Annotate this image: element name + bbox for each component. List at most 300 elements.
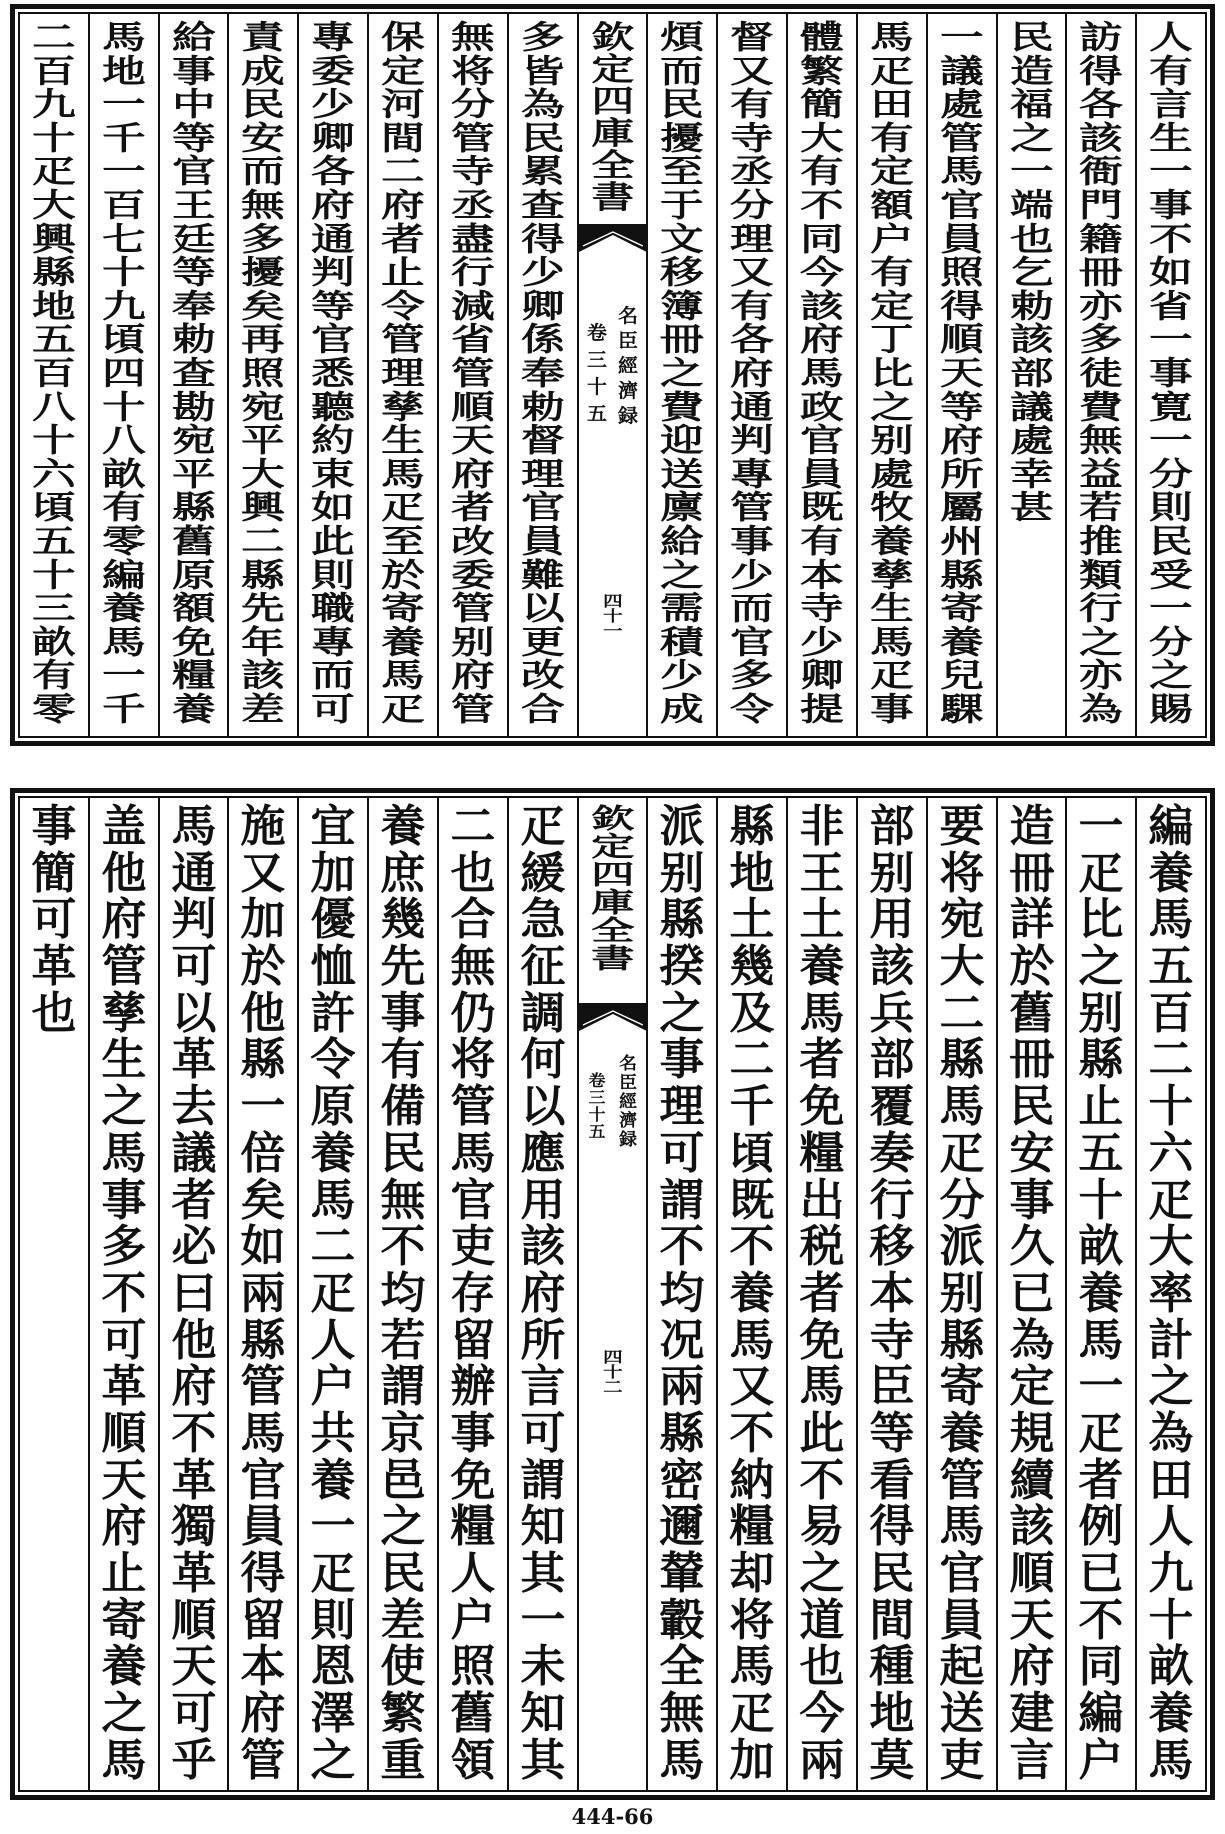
glyph: 事 (870, 689, 914, 728)
glyph: 幾 (729, 941, 775, 993)
glyph: 等 (869, 1407, 915, 1459)
glyph: 免 (450, 1454, 496, 1506)
glyph: 馬 (799, 1361, 845, 1413)
glyph: 畝 (1148, 1641, 1194, 1693)
glyph: 馬 (101, 622, 146, 661)
glyph: 養 (310, 1127, 356, 1179)
glyph: 河 (381, 85, 425, 124)
glyph: 皆 (520, 51, 565, 90)
glyph: 省 (1149, 286, 1193, 325)
glyph: 比 (870, 353, 914, 392)
glyph: 無 (380, 1174, 426, 1226)
glyph: 差 (241, 689, 286, 728)
glyph: 大 (241, 454, 286, 493)
glyph: 事 (171, 51, 216, 90)
glyph: 優 (310, 894, 356, 946)
glyph: 非 (799, 801, 845, 852)
glyph: 天 (1008, 1594, 1054, 1646)
glyph: 簡 (800, 85, 844, 124)
glyph: 若 (1079, 488, 1124, 527)
glyph: 曰 (171, 1267, 216, 1319)
glyph: 籍 (1079, 219, 1124, 258)
glyph: 該 (520, 1221, 566, 1273)
glyph: 本 (869, 1267, 915, 1319)
glyph: 額 (171, 589, 216, 628)
glyph: 員 (800, 454, 844, 493)
glyph: 福 (1009, 85, 1054, 124)
glyph: 頃 (729, 1127, 775, 1179)
glyph: 止 (1078, 1081, 1124, 1133)
glyph: 疋 (381, 488, 425, 527)
glyph: 原 (310, 1081, 356, 1133)
column-text (788, 801, 856, 1786)
glyph: 有 (800, 521, 844, 560)
chapter-number (583, 320, 611, 428)
glyph: 派 (939, 1221, 985, 1273)
glyph: 馬 (799, 987, 845, 1039)
glyph: 該 (869, 941, 915, 993)
glyph: 分 (1149, 454, 1193, 493)
glyph: 户 (450, 1594, 496, 1646)
glyph: 寄 (101, 1594, 147, 1646)
glyph: 生 (381, 421, 425, 460)
glyph: 盖 (101, 801, 147, 852)
glyph: 經 (619, 1092, 638, 1112)
glyph: 大 (939, 941, 985, 993)
glyph: 疋 (381, 689, 425, 728)
text-column (229, 14, 297, 736)
glyph: 建 (1008, 1688, 1054, 1740)
glyph: 兩 (659, 1361, 705, 1413)
glyph: 十 (32, 555, 76, 594)
glyph: 八 (101, 421, 146, 460)
glyph: 於 (240, 941, 286, 993)
glyph: 甚 (1009, 488, 1054, 527)
glyph: 馬 (1148, 894, 1194, 946)
glyph: 馬 (1078, 1314, 1124, 1366)
glyph: 天 (939, 353, 984, 392)
glyph: 得 (240, 1548, 286, 1599)
column-grid (18, 12, 1207, 738)
glyph: 事 (380, 987, 426, 1039)
glyph: 革 (171, 1454, 216, 1506)
glyph: 通 (311, 219, 355, 258)
glyph: 王 (799, 847, 845, 899)
glyph: 宛 (241, 387, 286, 426)
text-column (928, 14, 996, 736)
glyph: 管 (450, 1081, 496, 1133)
text-column (509, 14, 577, 736)
text-column (718, 14, 786, 736)
glyph: 録 (619, 1130, 638, 1150)
glyph: 全 (659, 1641, 705, 1693)
glyph: 奉 (520, 353, 565, 392)
glyph: 馬 (171, 801, 216, 852)
glyph: 之 (1078, 941, 1124, 993)
column-text (369, 801, 437, 1786)
glyph: 縣 (241, 555, 286, 594)
glyph: 事 (730, 521, 774, 560)
glyph: 卷 (586, 322, 607, 344)
glyph: 倍 (240, 1127, 286, 1179)
glyph: 寄 (381, 589, 425, 628)
glyph: 行 (869, 1174, 915, 1226)
glyph: 之 (799, 1548, 845, 1599)
glyph: 少 (660, 656, 705, 695)
glyph: 五 (586, 403, 607, 425)
glyph: 此 (799, 1407, 845, 1459)
glyph: 先 (241, 589, 286, 628)
glyph: 矣 (241, 286, 286, 325)
glyph: 部 (869, 1034, 915, 1086)
glyph: 亦 (1079, 286, 1124, 325)
glyph: 分 (451, 85, 495, 124)
glyph: 民 (241, 85, 286, 124)
glyph: 多 (241, 219, 286, 258)
glyph: 冊 (660, 320, 705, 359)
glyph: 順 (451, 387, 495, 426)
column-text (20, 801, 88, 1039)
text-column (90, 798, 158, 1790)
text-column (20, 14, 88, 736)
glyph: 臣 (618, 330, 639, 352)
glyph: 轂 (659, 1594, 705, 1646)
glyph: 如 (240, 1221, 286, 1273)
column-text (369, 18, 437, 728)
glyph: 不 (799, 1454, 845, 1506)
glyph: 有 (380, 1034, 426, 1086)
glyph: 去 (171, 1081, 216, 1133)
glyph: 得 (869, 1501, 915, 1553)
glyph: 管 (101, 941, 147, 993)
glyph: 五 (32, 521, 76, 560)
glyph: 施 (240, 801, 286, 852)
glyph: 理 (730, 219, 774, 258)
glyph: 訪 (1079, 18, 1124, 56)
glyph: 獨 (171, 1501, 216, 1553)
glyph: 寺 (730, 118, 774, 157)
glyph: 煩 (660, 18, 705, 56)
text-column (439, 14, 507, 736)
glyph: 迎 (660, 421, 705, 460)
glyph: 九 (101, 286, 146, 325)
glyph: 縣 (659, 894, 705, 946)
glyph: 馬 (870, 622, 914, 661)
glyph: 順 (101, 1407, 147, 1459)
glyph: 多 (520, 18, 565, 56)
glyph: 移 (869, 1221, 915, 1273)
glyph: 一 (101, 656, 146, 695)
glyph: 人 (1149, 18, 1193, 56)
glyph: 頃 (32, 488, 76, 527)
text-column (229, 798, 297, 1790)
glyph: 不 (800, 185, 844, 224)
glyph: 幸 (1009, 454, 1054, 493)
glyph: 養 (171, 689, 216, 728)
glyph: 可 (520, 1407, 566, 1459)
glyph: 及 (729, 987, 775, 1039)
series-title (579, 806, 647, 974)
glyph: 存 (450, 1267, 496, 1319)
glyph: 專 (311, 622, 355, 661)
glyph: 多 (1079, 320, 1124, 359)
glyph: 端 (1009, 185, 1054, 224)
glyph: 應 (520, 1127, 566, 1179)
glyph: 莫 (869, 1734, 915, 1786)
glyph: 類 (1079, 555, 1124, 594)
glyph: 可 (101, 1314, 147, 1366)
glyph: 百 (32, 51, 76, 90)
text-column (299, 14, 367, 736)
glyph: 而 (660, 51, 705, 90)
glyph: 冊 (1008, 847, 1054, 899)
glyph: 簡 (31, 847, 77, 899)
glyph: 革 (31, 941, 77, 993)
glyph: 盡 (451, 219, 495, 258)
text-column (369, 14, 437, 736)
glyph: 卿 (311, 118, 355, 157)
glyph: 一 (602, 622, 623, 640)
glyph: 二 (602, 1378, 623, 1396)
glyph: 如 (1149, 253, 1193, 292)
glyph: 屬 (939, 488, 984, 527)
glyph: 别 (451, 622, 495, 661)
glyph: 馬 (800, 353, 844, 392)
glyph: 督 (520, 421, 565, 460)
glyph: 其 (520, 1734, 566, 1786)
glyph: 也 (450, 847, 496, 899)
glyph: 定 (870, 286, 914, 325)
glyph: 别 (869, 847, 915, 899)
column-text (998, 18, 1066, 527)
glyph: 減 (451, 286, 495, 325)
glyph: 養 (870, 521, 914, 560)
glyph: 止 (381, 253, 425, 292)
glyph: 又 (240, 847, 286, 899)
glyph: 有 (730, 85, 774, 124)
glyph: 員 (939, 219, 984, 258)
glyph: 有 (32, 656, 76, 695)
glyph: 興 (32, 219, 76, 258)
glyph: 管 (451, 118, 495, 157)
glyph: 四 (101, 353, 146, 392)
glyph: 十 (1148, 1081, 1194, 1133)
glyph: 員 (520, 521, 565, 560)
glyph: 縣 (939, 555, 984, 594)
glyph: 之 (1009, 118, 1054, 157)
glyph: 澤 (310, 1688, 356, 1740)
glyph: 宛 (939, 894, 985, 946)
glyph: 大 (32, 185, 76, 224)
glyph: 編 (1148, 801, 1194, 852)
glyph: 於 (381, 555, 425, 594)
glyph: 委 (451, 555, 495, 594)
glyph: 况 (659, 1314, 705, 1366)
glyph: 難 (520, 555, 565, 594)
glyph: 土 (729, 894, 775, 946)
glyph: 官 (939, 185, 984, 224)
glyph: 孳 (870, 555, 914, 594)
glyph: 已 (1078, 1548, 1124, 1599)
glyph: 費 (660, 387, 705, 426)
glyph: 今 (800, 253, 844, 292)
glyph: 廪 (660, 488, 705, 527)
glyph: 不 (1078, 1594, 1124, 1646)
glyph: 詳 (1008, 894, 1054, 946)
glyph: 少 (800, 622, 844, 661)
glyph: 官 (939, 1548, 985, 1599)
glyph: 計 (1148, 1314, 1194, 1366)
glyph: 二 (450, 801, 496, 852)
column-text (648, 18, 716, 728)
glyph: 庫 (591, 116, 634, 152)
glyph: 急 (520, 894, 566, 946)
glyph: 納 (729, 1454, 775, 1506)
glyph: 該 (800, 286, 844, 325)
glyph: 欽 (591, 20, 634, 56)
column-text (299, 18, 367, 728)
glyph: 本 (240, 1641, 286, 1693)
glyph: 分 (939, 1174, 985, 1226)
work-title (614, 304, 642, 429)
glyph: 順 (1008, 1548, 1054, 1599)
glyph: 原 (171, 555, 216, 594)
glyph: 騍 (939, 689, 984, 728)
glyph: 千 (101, 689, 146, 728)
glyph: 府 (381, 185, 425, 224)
glyph: 仍 (450, 987, 496, 1039)
glyph: 三 (586, 349, 607, 371)
glyph: 則 (1149, 488, 1193, 527)
glyph: 府 (1008, 1641, 1054, 1693)
glyph: 之 (380, 1501, 426, 1553)
glyph: 知 (520, 1688, 566, 1740)
glyph: 疋 (729, 1688, 775, 1740)
glyph: 臣 (869, 1361, 915, 1413)
glyph: 等 (311, 286, 355, 325)
glyph: 也 (31, 987, 77, 1039)
glyph: 不 (171, 1407, 216, 1459)
glyph: 畝 (101, 454, 146, 493)
glyph: 養 (101, 589, 146, 628)
glyph: 分 (730, 185, 774, 224)
glyph: 徒 (1079, 353, 1124, 392)
glyph: 令 (310, 1034, 356, 1086)
glyph: 馬 (310, 1174, 356, 1226)
glyph: 三 (588, 1088, 605, 1107)
glyph: 為 (520, 85, 565, 124)
glyph: 一 (240, 1081, 286, 1133)
glyph: 名 (619, 1054, 638, 1074)
glyph: 丞 (451, 185, 495, 224)
glyph: 既 (729, 1174, 775, 1226)
glyph: 府 (730, 353, 774, 392)
glyph: 别 (870, 421, 914, 460)
glyph: 将 (451, 51, 495, 90)
glyph: 王 (171, 185, 216, 224)
glyph: 一 (1149, 320, 1193, 359)
glyph: 衙 (1079, 152, 1124, 191)
glyph: 馬 (381, 454, 425, 493)
glyph: 舊 (450, 1688, 496, 1740)
glyph: 於 (1008, 941, 1054, 993)
glyph: 等 (171, 118, 216, 157)
upper-page-frame (10, 4, 1215, 746)
glyph: 委 (311, 51, 355, 90)
glyph: 調 (520, 987, 566, 1039)
glyph: 三 (32, 589, 76, 628)
glyph: 牧 (870, 488, 914, 527)
glyph: 留 (240, 1594, 286, 1646)
glyph: 二 (1148, 1034, 1194, 1086)
glyph: 少 (520, 253, 565, 292)
glyph: 零 (101, 521, 146, 560)
glyph: 千 (729, 1081, 775, 1133)
glyph: 免 (799, 1314, 845, 1366)
glyph: 合 (520, 689, 565, 728)
glyph: 查 (171, 353, 216, 392)
glyph: 民 (1149, 521, 1193, 560)
glyph: 将 (729, 1594, 775, 1646)
glyph: 縣 (240, 1034, 286, 1086)
glyph: 民 (1008, 1081, 1054, 1133)
glyph: 疋 (870, 51, 914, 90)
glyph: 有 (730, 286, 774, 325)
glyph: 判 (730, 421, 774, 460)
glyph: 二 (310, 1221, 356, 1273)
glyph: 積 (660, 622, 705, 661)
text-column (90, 14, 158, 736)
glyph: 生 (1149, 118, 1193, 157)
glyph: 民 (869, 1548, 915, 1599)
glyph: 共 (310, 1407, 356, 1459)
glyph: 提 (800, 689, 844, 728)
glyph: 專 (311, 18, 355, 56)
glyph: 則 (310, 1594, 356, 1646)
column-text (1067, 18, 1135, 728)
glyph: 畝 (1078, 1221, 1124, 1273)
glyph: 邑 (380, 1454, 426, 1506)
glyph: 事 (659, 1034, 705, 1086)
glyph: 照 (241, 353, 286, 392)
glyph: 束 (311, 454, 355, 493)
glyph: 同 (1078, 1641, 1124, 1693)
glyph: 行 (451, 253, 495, 292)
glyph: 事 (1149, 353, 1193, 392)
glyph: 可 (659, 1127, 705, 1179)
glyph: 縣 (32, 253, 76, 292)
glyph: 至 (660, 152, 705, 191)
glyph: 吏 (450, 1221, 496, 1273)
glyph: 以 (520, 1081, 566, 1133)
glyph: 無 (450, 941, 496, 993)
glyph: 名 (618, 305, 639, 327)
glyph: 者 (1078, 1454, 1124, 1506)
glyph: 處 (1009, 421, 1054, 460)
glyph: 寛 (1149, 387, 1193, 426)
glyph: 如 (311, 488, 355, 527)
glyph: 今 (799, 1688, 845, 1740)
glyph: 通 (171, 847, 216, 899)
glyph: 各 (1079, 85, 1124, 124)
glyph: 事 (31, 801, 77, 852)
glyph: 送 (939, 1688, 985, 1740)
text-column (1067, 798, 1135, 1790)
glyph: 無 (1079, 421, 1124, 460)
glyph: 不 (659, 1221, 705, 1273)
glyph: 管 (240, 1734, 286, 1786)
glyph: 加 (310, 847, 356, 899)
